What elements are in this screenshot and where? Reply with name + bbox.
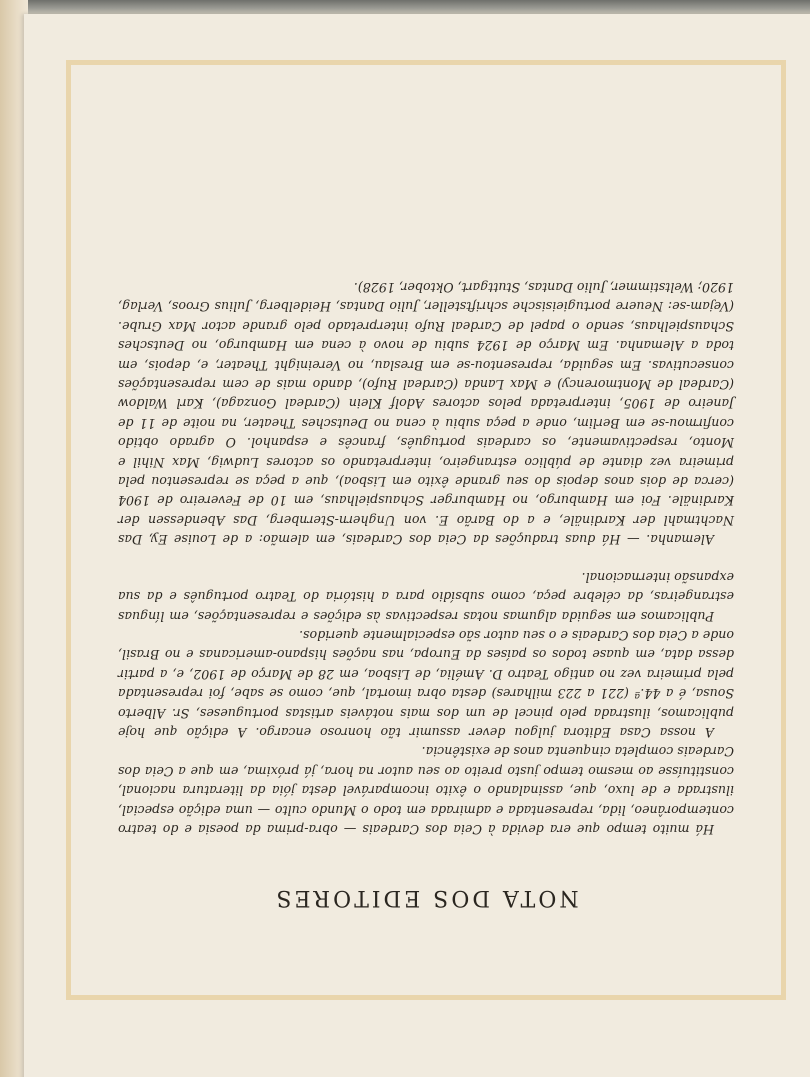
page-title: NOTA DOS EDITORES <box>273 885 579 910</box>
page-content-upside-down <box>92 80 762 980</box>
paragraph-1: Há muito tempo que era devida à Ceia dos Cardeais — obra-prima da poesia e do teatro contemporâneo, lida, representada e admirada em todo o Mundo culto — uma edição especial, ilustrada e de luxo, que, assinalando o êxito incomparável desta jóia da literatura nacional, constituísse ao mesmo tempo justo preito ao seu autor na hora, já próxima, em que a Ceia dos Cardeais completa cinquenta anos de existência. <box>118 744 734 837</box>
paragraph-2: A nossa Casa Editora julgou dever assumir tão honroso encargo. A edição que hoje publicamos, ilustrada pelo pincel de um dos mais notáveis artistas portugueses, Sr. Alberto Sousa, é a 44.ª (221 a 223 milhares) desta obra imortal, que, como se sabe, foi representada pela primeira vez no antigo Teatro D. Amélia, de Lisboa, em 28 de Março de 1902, e, a partir dessa data, em quase todos os países da Europa, nas nações hispano-americanas e no Brasil, onde a Ceia dos Cardeais e o seu autor são especialmente queridos. <box>118 627 734 740</box>
paragraph-4: Alemanha. — Há duas traduções da Ceia dos Cardeais, em alemão: a de Louise Ey, Das Nachtmahl der Kardinäle, e a do Barão E. von Unghern-Sternberg, Das Abendessen der Kardinäle. Foi em Hamburgo, no Hamburger Schauspielhaus, em 10 de Fevereiro de 1904 (cerca de dois anos depois do seu grande êxito em Lisboa), que a peça se representou pela primeira vez diante de público estrangeiro, interpretando os actores Ludwig, Max Nihil e Monto, respectivamente, os cardeais português, francês e espanhol. O agrado obtido confirmou-se em Berlim, onde a peça subiu à cena no Deutsches Theater, na noite de 11 de Janeiro de 1905, interpretada pelos actores Adolf Klein (Cardeal Gonzaga), Karl Waldow (Cardeal de Montmorency) e Max Landa (Cardeal Rufo), dando mais de cem representações consecutivas. Em seguida, representou-se em Breslau, no Vereinight Theater, e, depois, em toda a Alemanha. Em Março de 1924 subiu de novo à cena em Hamburgo, no Deutsches Schauspielhaus, sendo o papel de Cardeal Rufo interpretado pelo grande actor Max Grube. (Vejam-se: Neuere portugieisische schriftsteller, Julio Dantas, Heidelberg, Julius Groos, Verlag, 1920; Weltstimmer, Julio Dantas, Stuttgart, Oktober, 1928). <box>118 280 734 548</box>
paragraph-3: Publicamos em seguida algumas notas respectivas às edições e representações, em línguas estrangeiras, da célebre peça, como subsídio para a história do Teatro português e da sua expansão internacional. <box>118 569 734 624</box>
